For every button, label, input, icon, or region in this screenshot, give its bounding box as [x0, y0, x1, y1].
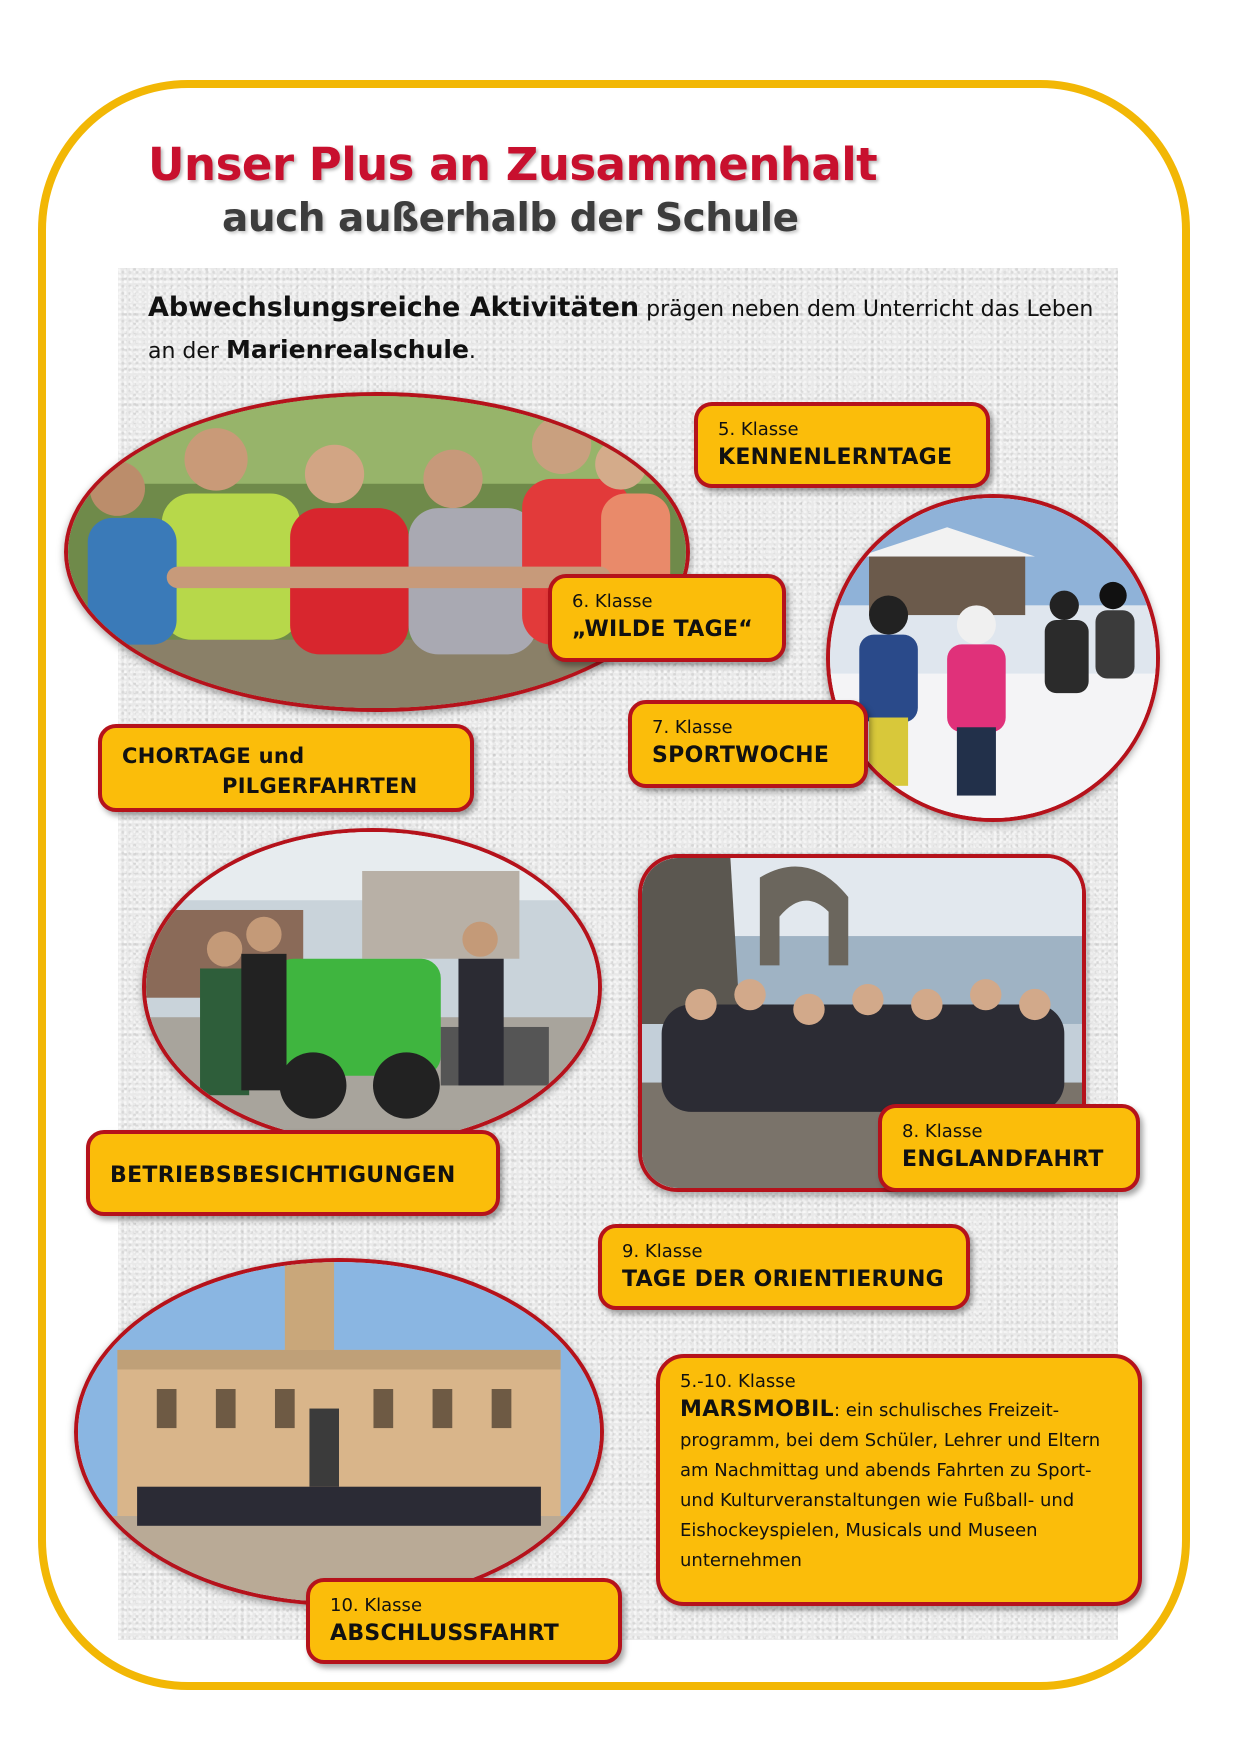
page-subtitle: auch außerhalb der Schule	[222, 196, 799, 241]
photo-company-visit	[142, 828, 602, 1146]
sportwoche-grade: 7. Klasse	[652, 717, 733, 738]
englandfahrt-name: ENGLANDFAHRT	[902, 1147, 1104, 1172]
orientierung-box	[598, 1224, 970, 1310]
orientierung-grade: 9. Klasse	[622, 1241, 703, 1262]
photo-skiing	[826, 494, 1160, 822]
sportwoche-box	[628, 700, 868, 788]
abschlussfahrt-grade: 10. Klasse	[330, 1595, 423, 1616]
wilde-tage-box	[548, 574, 786, 662]
orientierung-name: TAGE DER ORIENTIERUNG	[622, 1267, 945, 1292]
photo-rome-trip	[74, 1258, 604, 1606]
chortage-line2: PILGERFAHRTEN	[222, 774, 418, 798]
chortage-box	[98, 724, 474, 812]
kennenlerntage-box	[694, 402, 990, 488]
page-title: Unser Plus an Zusammenhalt	[148, 138, 878, 191]
intro-text	[148, 288, 1098, 372]
englandfahrt-grade: 8. Klasse	[902, 1121, 983, 1142]
marsmobil-grade: 5.-10. Klasse	[680, 1371, 796, 1392]
englandfahrt-box	[878, 1104, 1140, 1192]
abschlussfahrt-name: ABSCHLUSSFAHRT	[330, 1621, 560, 1646]
intro-school-name: Marienrealschule	[225, 335, 469, 364]
betrieb-box	[86, 1130, 500, 1216]
marsmobil-text	[680, 1394, 1120, 1576]
marsmobil-name: MARSMOBIL	[680, 1397, 834, 1422]
wilde-tage-name: „WILDE TAGE“	[572, 617, 754, 642]
photo-group-hug	[64, 392, 690, 712]
marsmobil-box	[656, 1354, 1142, 1606]
betrieb-name: BETRIEBSBESICHTIGUNGEN	[110, 1163, 456, 1188]
kennenlerntage-name: KENNENLERNTAGE	[718, 445, 953, 470]
intro-highlight: Abwechslungsreiche Aktivitäten	[148, 292, 640, 323]
kennenlerntage-grade: 5. Klasse	[718, 419, 799, 440]
intro-end: .	[468, 339, 476, 364]
sportwoche-name: SPORTWOCHE	[652, 743, 830, 768]
marsmobil-description: : ein schulisches Freizeit-programm, bei dem Schüler, Lehrer und Eltern am Nachmittag und abends Fahrten zu Sport- und Kulturveranstaltungen wie Fußball- und Eishockeyspielen, Musicals und Museen unternehmen	[680, 1400, 1101, 1571]
intro-body: prägen neben dem Unterricht das Leben an der	[148, 297, 1094, 364]
abschlussfahrt-box	[306, 1578, 622, 1664]
chortage-line1: CHORTAGE und	[122, 744, 305, 768]
wilde-tage-grade: 6. Klasse	[572, 591, 653, 612]
